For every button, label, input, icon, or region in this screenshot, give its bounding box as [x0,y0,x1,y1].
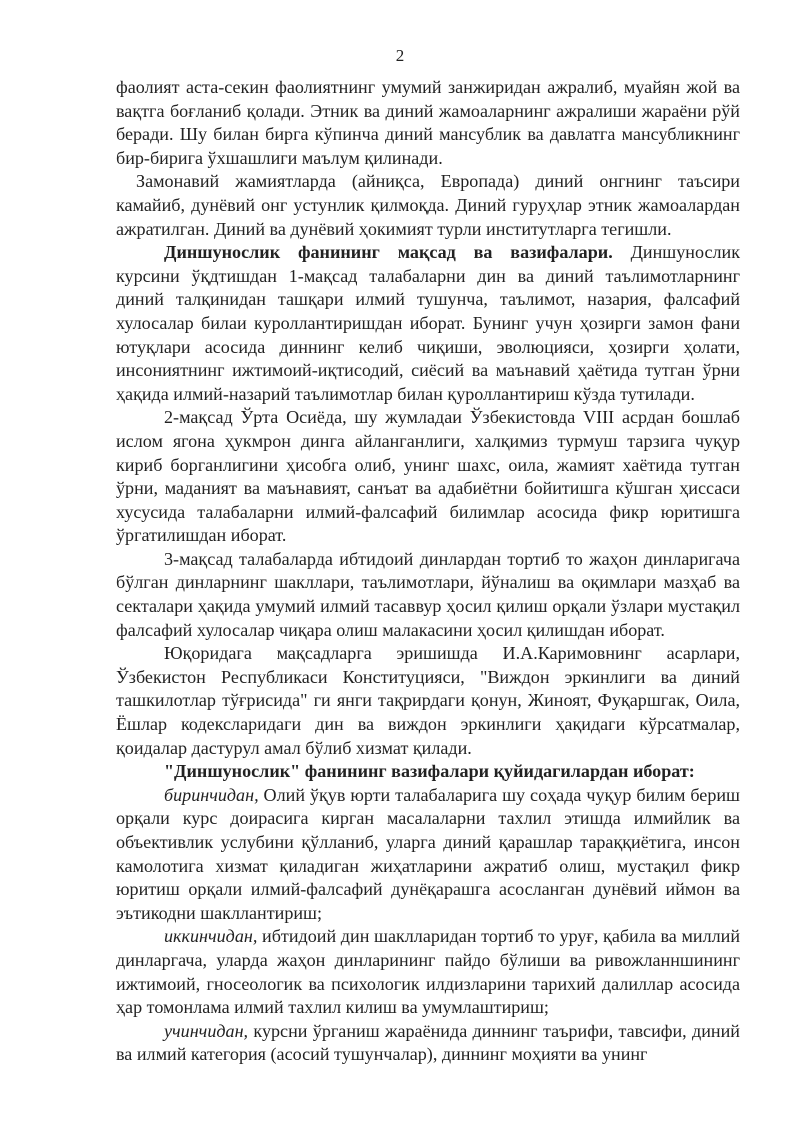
paragraph-goal-3: 3-мақсад талабаларда ибтидоий динлардан тортиб то жаҳон динларигача бўлган динларнинг шакллари, таълимотлари, йўналиш ва оқимлари мазҳаб ва секталари ҳақида умумий илмий тасаввур ҳосил қилиш орқали ўзлари мустақил фалсафий хулосалар чиқара олиш малакасини ҳосил қилишдан иборат. [116,548,740,640]
paragraph-goal-2: 2-мақсад Ўрта Осиёда, шу жумладаи Ўзбекистовда VIII асрдан бошлаб ислом ягона ҳукмрон динга айланганлиги, халқимиз турмуш тарзига чуқур кириб борганлигини ҳисобга олиб, унинг шахс, оила, жамият хаётида тутган ўрни, маданият ва маънавият, санъат ва адабиётни бойитишга кўшган ҳиссаси хусусида талабаларни илмий-фалсафий билимлар асосида фикр юритишга ўргатилишдан иборат. [116,407,740,546]
page-body [116,76,740,1067]
paragraph-intro: фаолият аста-секин фаолиятнинг умумий занжиридан ажралиб, муайян жой ва вақтга боғланиб қолади. Этник ва диний жамоаларнинг ажралиши жараёни рўй беради. Шу билан бирга кўпинча диний мансублик ва давлатга мансубликнинг бир-бирига ўхшашлиги маълум қилинади. [116,77,740,168]
task-1-lead: биринчидан, [164,784,259,805]
paragraph-goals-text: Диншунослик курсини ўқдтишдан 1-мақсад талабаларни дин ва диний таълимотларнинг диний талқинидан ташқари илмий тушунча, таълимот, назария, фалсафий хулосалар билаи куроллантиришдан иборат. Бунинг учун ҳозирги замон фани ютуқлари асосида диннинг келиб чиқиши, эволюцияси, ҳозирги ҳолати, инсониятнинг ижтимоий-иқтисодий, сиёсий ва маънавий ҳаётида тутган ўрни ҳақида илмий-назарий таълимотлар билан қуроллантириш кўзда тутилади. [116,242,740,404]
task-3-lead: учинчидан, [164,1020,249,1041]
task-2-text: ибтидоий дин шаклларидан тортиб то уруғ, қабила ва миллий динларгача, уларда жаҳон динларининг пайдо бўлиши ва ривожланншининг ижтимоий, гносеологик ва психологик илдизларини тарихий далиллар асосида ҳар томонлама илмий тахлил килиш ва умумлаштириш; [116,926,740,1018]
paragraph-task-3 [116,1020,740,1067]
paragraph-goals [116,241,740,406]
page-number: 2 [395,46,405,65]
task-1-text: Олий ўқув юрти талабаларига шу соҳада чуқур билим бериш орқали курс доирасига кирган масалаларни тахлил этишда илмийлик ва объективлик услубини қўлланиб, уларга диний қарашлар тараққиётига, инсон камолотига хизмат қиладиган жиҳатларини ажратиб олиш, мустақил фикр юритиш орқали илмий-фалсафий дунёқарашга асосланган дунёвий иймон ва эътикодни шакллантириш; [116,784,740,923]
task-3-text: курсни ўрганиш жараёнида диннинг таърифи, тавсифи, диний ва илмий категория (асосий тушунчалар), диннинг моҳияти ва унинг [116,1020,740,1065]
section-heading-goals: Диншунослик фанининг мақсад ва вазифалари. [164,242,613,263]
paragraph-task-2 [116,925,740,1019]
task-2-lead: иккинчидан, [164,926,258,947]
paragraph-sources: Юқоридага мақсадларга эришишда И.А.Каримовнинг асарлари, Ўзбекистон Республикаси Конституцияси, "Виждон эркинлиги ва диний ташкилотлар тўғрисида" ги янги тақрирдаги қонун, Жиноят, Фуқаршгак, Оила, Ёшлар кодексларидаги дин ва виждон эркинлиги ҳақидаги кўрсатмалар, қоидалар дастурул амал бўлиб хизмат қилади. [116,643,740,758]
section-heading-tasks: "Диншунослик" фанининг вазифалари қуйидагилардан иборат: [164,761,695,782]
paragraph-modern-societies: Замонавий жамиятларда (айниқса, Европада) диний онгнинг таъсири камайиб, дунёвий онг устунлик қилмоқда. Диний гуруҳлар этник жамоалардан ажратилган. Диний ва дунёвий ҳокимият турли институтларга тегишли. [116,171,740,239]
paragraph-task-1 [116,784,740,926]
